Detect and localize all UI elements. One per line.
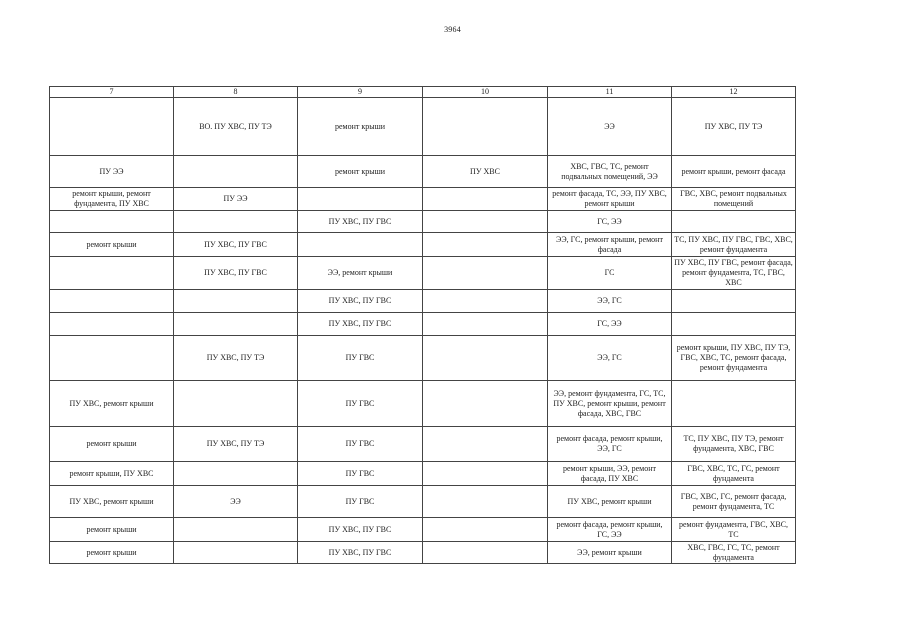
table-cell bbox=[174, 290, 298, 313]
table-cell: ЭЭ, ремонт фундамента, ГС, ТС, ПУ ХВС, ремонт крыши, ремонт фасада, ХВС, ГВС bbox=[548, 381, 672, 427]
table-cell: ЭЭ bbox=[174, 486, 298, 518]
table-cell bbox=[672, 290, 796, 313]
table-cell bbox=[423, 542, 548, 564]
table-row bbox=[50, 486, 796, 518]
column-number-header: 9 bbox=[298, 87, 423, 98]
table-cell: ПУ ХВС, ПУ ТЭ bbox=[174, 336, 298, 381]
table-cell bbox=[423, 98, 548, 156]
table-row bbox=[50, 462, 796, 486]
table-cell bbox=[174, 462, 298, 486]
table-cell: ХВС, ГВС, ТС, ремонт подвальных помещений, ЭЭ bbox=[548, 156, 672, 188]
column-number-header: 10 bbox=[423, 87, 548, 98]
table-cell: ремонт крыши, ПУ ХВС bbox=[50, 462, 174, 486]
table-row bbox=[50, 290, 796, 313]
table-cell: ПУ ХВС, ремонт крыши bbox=[548, 486, 672, 518]
table-cell bbox=[174, 518, 298, 542]
table-cell: ПУ ГВС bbox=[298, 336, 423, 381]
table-row bbox=[50, 542, 796, 564]
data-table bbox=[49, 86, 796, 564]
table-cell bbox=[174, 542, 298, 564]
table-cell bbox=[174, 156, 298, 188]
table-cell: ПУ ЭЭ bbox=[174, 188, 298, 211]
table-cell: ремонт крыши bbox=[298, 156, 423, 188]
table-cell bbox=[50, 257, 174, 290]
table-cell: ПУ ХВС, ПУ ГВС bbox=[174, 233, 298, 257]
table-cell: ремонт крыши, ЭЭ, ремонт фасада, ПУ ХВС bbox=[548, 462, 672, 486]
table-row bbox=[50, 188, 796, 211]
table-cell: ЭЭ, ГС, ремонт крыши, ремонт фасада bbox=[548, 233, 672, 257]
table-cell bbox=[423, 257, 548, 290]
table-row bbox=[50, 313, 796, 336]
table-cell: ХВС, ГВС, ГС, ТС, ремонт фундамента bbox=[672, 542, 796, 564]
table-cell bbox=[298, 233, 423, 257]
table-row bbox=[50, 518, 796, 542]
table-cell: ВО. ПУ ХВС, ПУ ТЭ bbox=[174, 98, 298, 156]
table-cell: ГС, ЭЭ bbox=[548, 211, 672, 233]
table-cell: ремонт фундамента, ГВС, ХВС, ТС bbox=[672, 518, 796, 542]
table-cell: ремонт крыши bbox=[298, 98, 423, 156]
table-row bbox=[50, 211, 796, 233]
table-cell bbox=[423, 462, 548, 486]
table-cell: ремонт крыши bbox=[50, 233, 174, 257]
table-cell: ремонт крыши, ремонт фундамента, ПУ ХВС bbox=[50, 188, 174, 211]
table-cell: ремонт фасада, ремонт крыши, ЭЭ, ГС bbox=[548, 427, 672, 462]
table-cell bbox=[423, 336, 548, 381]
table-cell: ПУ ХВС, ПУ ГВС bbox=[298, 211, 423, 233]
table-cell: ремонт крыши bbox=[50, 542, 174, 564]
table-cell bbox=[672, 381, 796, 427]
table-row bbox=[50, 98, 796, 156]
table-cell: ремонт крыши bbox=[50, 518, 174, 542]
table-cell: ПУ ЭЭ bbox=[50, 156, 174, 188]
table-cell: ЭЭ, ремонт крыши bbox=[548, 542, 672, 564]
table-cell: ГВС, ХВС, ГС, ремонт фасада, ремонт фундамента, ТС bbox=[672, 486, 796, 518]
table-cell bbox=[423, 381, 548, 427]
table-cell bbox=[50, 336, 174, 381]
column-number-header: 8 bbox=[174, 87, 298, 98]
column-number-header: 12 bbox=[672, 87, 796, 98]
table-cell: ПУ ХВС, ПУ ГВС bbox=[298, 542, 423, 564]
table-cell: ремонт крыши, ПУ ХВС, ПУ ТЭ, ГВС, ХВС, ТС, ремонт фасада, ремонт фундамента bbox=[672, 336, 796, 381]
table-cell: ГВС, ХВС, ремонт подвальных помещений bbox=[672, 188, 796, 211]
table-cell bbox=[672, 313, 796, 336]
table-cell: ПУ ГВС bbox=[298, 381, 423, 427]
table-row bbox=[50, 257, 796, 290]
table-cell bbox=[423, 290, 548, 313]
table-row bbox=[50, 156, 796, 188]
table-cell bbox=[423, 486, 548, 518]
table-cell bbox=[50, 313, 174, 336]
table-cell: ПУ ХВС, ПУ ГВС bbox=[298, 518, 423, 542]
table-cell bbox=[298, 188, 423, 211]
table-cell: ПУ ХВС, ПУ ГВС bbox=[174, 257, 298, 290]
table-cell: ГС bbox=[548, 257, 672, 290]
table-cell bbox=[50, 211, 174, 233]
table-row bbox=[50, 381, 796, 427]
column-number-header: 7 bbox=[50, 87, 174, 98]
table-cell: ПУ ХВС, ПУ ТЭ bbox=[672, 98, 796, 156]
column-number-header: 11 bbox=[548, 87, 672, 98]
table-cell bbox=[423, 518, 548, 542]
table-cell: ЭЭ bbox=[548, 98, 672, 156]
table-cell bbox=[423, 188, 548, 211]
page-number: 3964 bbox=[444, 25, 461, 34]
table-cell: ТС, ПУ ХВС, ПУ ГВС, ГВС, ХВС, ремонт фундамента bbox=[672, 233, 796, 257]
table-cell: ПУ ГВС bbox=[298, 486, 423, 518]
table-cell: ЭЭ, ГС bbox=[548, 290, 672, 313]
table-cell bbox=[174, 313, 298, 336]
table-cell bbox=[174, 211, 298, 233]
table-cell bbox=[423, 427, 548, 462]
table-row bbox=[50, 233, 796, 257]
table-cell bbox=[50, 98, 174, 156]
table-cell: ПУ ГВС bbox=[298, 462, 423, 486]
table-cell: ПУ ХВС, ПУ ГВС bbox=[298, 313, 423, 336]
table-cell: ПУ ХВС, ПУ ГВС, ремонт фасада, ремонт фундамента, ТС, ГВС, ХВС bbox=[672, 257, 796, 290]
table-cell: ремонт фасада, ремонт крыши, ГС, ЭЭ bbox=[548, 518, 672, 542]
table-cell: ремонт фасада, ТС, ЭЭ, ПУ ХВС, ремонт крыши bbox=[548, 188, 672, 211]
table-cell: ПУ ХВС, ПУ ТЭ bbox=[174, 427, 298, 462]
table-cell: ГС, ЭЭ bbox=[548, 313, 672, 336]
table-cell bbox=[50, 290, 174, 313]
table-cell: ГВС, ХВС, ТС, ГС, ремонт фундамента bbox=[672, 462, 796, 486]
table-cell bbox=[174, 381, 298, 427]
table-cell: ЭЭ, ремонт крыши bbox=[298, 257, 423, 290]
table-header-row bbox=[50, 87, 796, 98]
table-cell: ПУ ХВС, ремонт крыши bbox=[50, 381, 174, 427]
table-cell: ремонт крыши bbox=[50, 427, 174, 462]
table-cell: ЭЭ, ГС bbox=[548, 336, 672, 381]
table-row bbox=[50, 427, 796, 462]
table-cell bbox=[423, 313, 548, 336]
table-cell: ПУ ХВС, ПУ ГВС bbox=[298, 290, 423, 313]
table-cell: ПУ ХВС, ремонт крыши bbox=[50, 486, 174, 518]
table-cell: ПУ ХВС bbox=[423, 156, 548, 188]
table-cell bbox=[423, 233, 548, 257]
table-cell: ПУ ГВС bbox=[298, 427, 423, 462]
table-cell: ТС, ПУ ХВС, ПУ ТЭ, ремонт фундамента, ХВС, ГВС bbox=[672, 427, 796, 462]
table-cell bbox=[423, 211, 548, 233]
table-cell bbox=[672, 211, 796, 233]
table-cell: ремонт крыши, ремонт фасада bbox=[672, 156, 796, 188]
table-row bbox=[50, 336, 796, 381]
